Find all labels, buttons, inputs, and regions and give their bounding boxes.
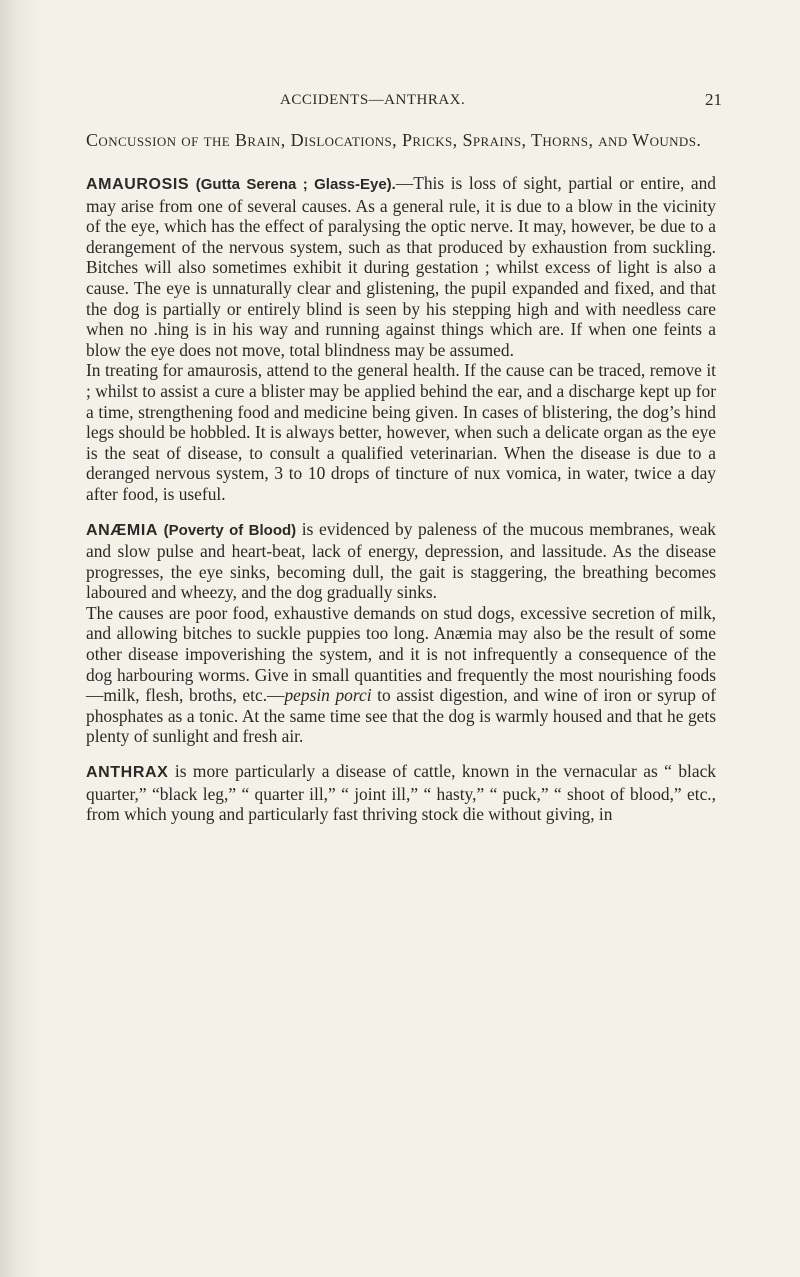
entry-subtitle-anaemia: (Poverty of Blood) (163, 521, 297, 539)
entry-amaurosis (86, 173, 716, 505)
amaurosis-text-1: —This is loss of sight, partial or entire, and may arise from one of several causes. As a general rule, it is due to a blow in the vicinity of the eye, which has the effect of paralysing the optic nerve. It may, however, be due to a derangement of the nervous system, such as that produced by exhaustion from suckling. Bitches will also sometimes exhibit it during gestation ; whilst excess of light is also a cause. The eye is unnaturally clear and glistening, the pupil expanded and fixed, and that the dog is partially or entirely blind is seen by his stepping high and with needless care when no .hing is in his way and running against things which are. If when one feints a blow the eye does not move, total blindness may be assumed. (86, 173, 716, 360)
page-number: 21 (705, 90, 722, 109)
entry-title-anaemia: ANÆMIA (86, 521, 159, 539)
entry-title-anthrax: ANTHRAX (86, 764, 169, 782)
anaemia-latin-term: pepsin porci (284, 685, 372, 706)
entry-anthrax (86, 761, 716, 825)
entry-anaemia (86, 519, 716, 748)
anaemia-paragraph-2 (86, 603, 716, 747)
amaurosis-paragraph-2: In treating for amaurosis, attend to the general health. If the cause can be traced, remove it ; whilst to assist a cure a blister may be applied behind the ear, and a discharge kept up for a time, strengthening food and medicine being given. In cases of blistering, the dog’s hind legs should be hobbled. It is always better, however, when such a delicate organ as the eye is the seat of disease, to consult a qualified veterinarian. When the disease is due to a deranged nervous system, 3 to 10 drops of tincture of nux vomica, in water, twice a day after food, is useful. (86, 360, 716, 504)
entry-subtitle-amaurosis: (Gutta Serena ; Glass-Eye). (195, 176, 396, 193)
body-text (86, 130, 716, 839)
running-head: ACCIDENTS—ANTHRAX. (280, 92, 466, 108)
entry-title-amaurosis: AMAUROSIS (86, 176, 190, 193)
section-intro: Concussion of the Brain, Dislocations, Pricks, Sprains, Thorns, and Wounds. (86, 130, 702, 150)
anthrax-text-1: is more particularly a disease of cattle, known in the vernacular as “ black quarter,” “black leg,” “ quarter ill,” “ joint ill,” “ hasty,” “ puck,” “ shoot of blood,” etc., from which young and particularly fast thriving stock die without giving, in (86, 761, 716, 825)
anthrax-paragraph-1 (86, 761, 716, 825)
anaemia-text-1: is evidenced by paleness of the mucous membranes, weak and slow pulse and heart-beat, lack of energy, depression, and lassitude. As the disease progresses, the eye sinks, becoming dull, the gait is staggering, the breathing becomes laboured and wheezy, and the dog gradually sinks. (86, 518, 716, 603)
anaemia-text-2a: The causes are poor food, exhaustive demands on stud dogs, excessive secretion of milk, and allowing bitches to suckle puppies too long. Anæmia may also be the result of some other disease impoverishing the system, and it is not infrequently a consequence of the dog harbouring worms. Give in small quantities and frequently the most nourishing foods—milk, flesh, broths, etc.— (86, 602, 716, 706)
anaemia-text-2b: to assist digestion, and wine of iron or syrup of phosphates as a tonic. At the same time see that the dog is warmly housed and that he gets plenty of sunlight and fresh air. (86, 685, 716, 747)
amaurosis-paragraph-1 (86, 173, 716, 360)
anaemia-paragraph-1 (86, 519, 716, 603)
